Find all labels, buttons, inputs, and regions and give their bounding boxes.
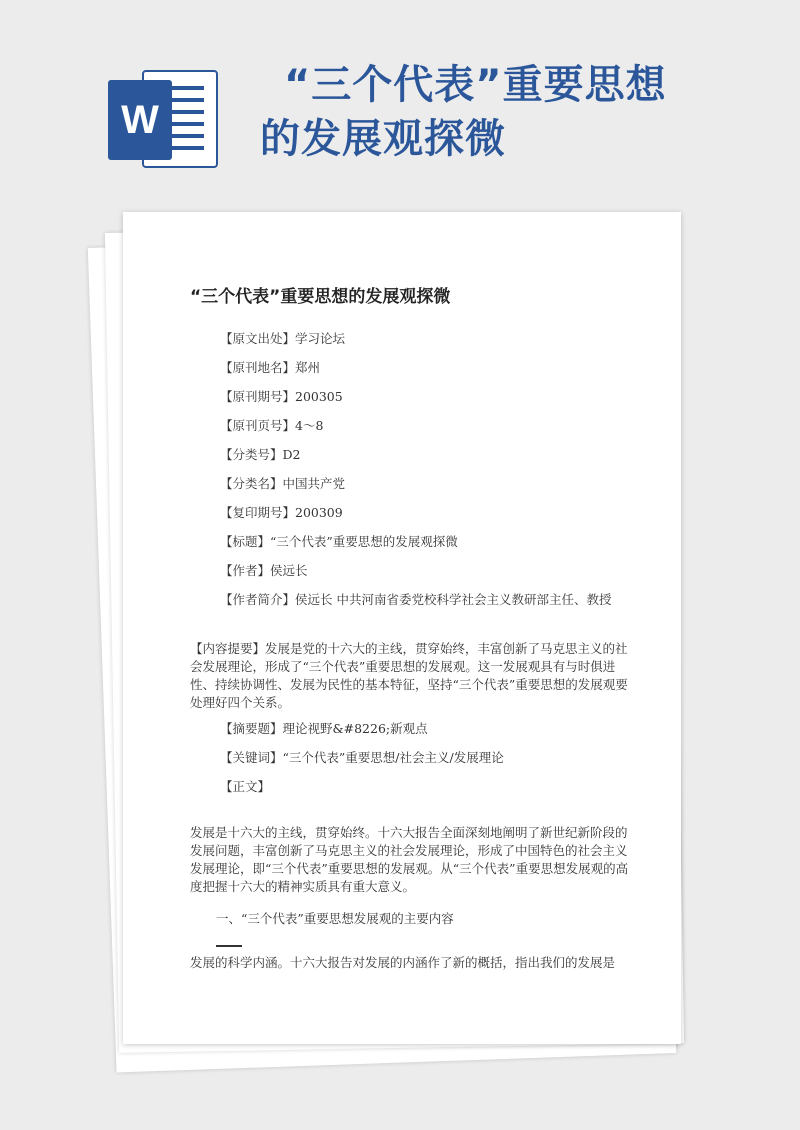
body-paragraph-2: 发展的科学内涵。十六大报告对发展的内涵作了新的概括，指出我们的发展是 bbox=[190, 955, 616, 970]
banner-title bbox=[260, 58, 740, 166]
meta-reprint-issue: 【复印期号】200309 bbox=[220, 505, 343, 520]
document-title: “三个代表”重要思想的发展观探微 bbox=[190, 287, 451, 307]
meta-place: 【原刊地名】郑州 bbox=[220, 360, 321, 375]
section-heading: 一、“三个代表”重要思想发展观的主要内容 bbox=[216, 911, 454, 926]
document-page bbox=[123, 212, 681, 1044]
meta-class-code: 【分类号】D2 bbox=[220, 447, 301, 462]
meta-title: 【标题】“三个代表”重要思想的发展观探微 bbox=[220, 534, 458, 549]
meta-keywords: 【关键词】“三个代表”重要思想/社会主义/发展理论 bbox=[220, 750, 504, 765]
divider bbox=[216, 945, 242, 947]
meta-issue: 【原刊期号】200305 bbox=[220, 389, 343, 404]
word-icon-letter: W bbox=[108, 80, 172, 160]
body-paragraph: 发展是十六大的主线，贯穿始终。十六大报告全面深刻地阐明了新世纪新阶段的发展问题，丰富创新了马克思主义的社会发展理论，形成了中国特色的社会主义发展理论，即“三个代表”重要思想的发展观。从“三个代表”重要思想发展观的高度把握十六大的精神实质具有重大意义。 bbox=[190, 825, 629, 894]
meta-pages: 【原刊页号】4～8 bbox=[220, 418, 324, 433]
meta-abstract-topic: 【摘要题】理论视野&#8226;新观点 bbox=[220, 721, 428, 736]
meta-author: 【作者】侯远长 bbox=[220, 563, 308, 578]
meta-author-bio: 【作者简介】侯远长 中共河南省委党校科学社会主义教研部主任、教授 bbox=[220, 592, 612, 607]
metadata-list bbox=[220, 330, 660, 620]
meta-body-label: 【正文】 bbox=[220, 779, 271, 794]
banner-title-line2: 的发展观探微 bbox=[260, 116, 506, 162]
meta-source: 【原文出处】学习论坛 bbox=[220, 331, 346, 346]
abstract-paragraph: 【内容提要】发展是党的十六大的主线，贯穿始终，丰富创新了马克思主义的社会发展理论，形成了“三个代表”重要思想的发展观。这一发展观具有与时俱进性、持续协调性、发展为民性的基本特征，坚持“三个代表”重要思想的发展观要处理好四个关系。 bbox=[190, 641, 628, 710]
banner-title-line1: “三个代表”重要思想 bbox=[284, 62, 667, 108]
metadata-list-2 bbox=[220, 720, 640, 807]
meta-class-name: 【分类名】中国共产党 bbox=[220, 476, 346, 491]
banner bbox=[0, 0, 800, 200]
word-document-icon bbox=[108, 70, 220, 170]
